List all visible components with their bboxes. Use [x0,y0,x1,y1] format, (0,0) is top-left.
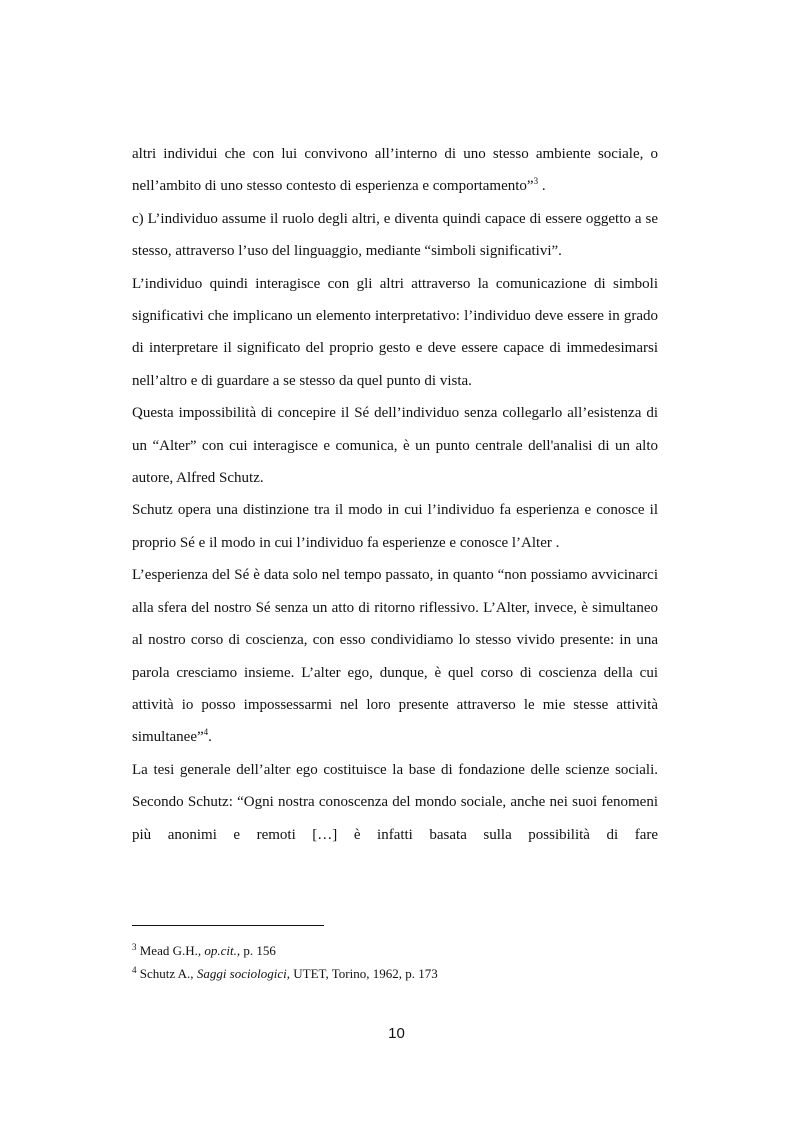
footnote-ref-3: 3 [533,176,539,187]
footnote-ref-4: 4 [203,727,209,738]
paragraph-6 [132,559,658,753]
paragraph-3: L’individuo quindi interagisce con gli altri attraverso la comunicazione di simboli significativi che implicano un elemento interpretativo: l’individuo deve essere in grado di interpretare il significato del proprio gesto e deve essere capace di immedesimarsi nell’altro e di guardare a se stesso da quel punto di vista. [132,275,658,389]
paragraph-6-tail: . [208,729,212,746]
footnote-4-after: UTET, Torino, 1962, p. 173 [289,966,438,981]
footnote-3-after: p. 156 [240,943,276,958]
paragraph-6-text: L’esperienza del Sé è data solo nel tempo passato, in quanto “non possiamo avvicinarci alla sfera del nostro Sé senza un atto di ritorno riflessivo. L’Alter, invece, è simultaneo al nostro corso di coscienza, con esso condividiamo lo stesso vivido presente: in una parola cresciamo insieme. L’alter ego, dunque, è quel corso di coscienza della cui attività io posso impossessarmi nel loro presente attraverso le mie stesse attività simultanee” [132,567,658,746]
footnote-4-italic: Saggi sociologici, [196,966,290,981]
footnote-3 [132,939,658,962]
body-text [132,138,658,851]
footnote-4-mark: 4 [132,965,137,975]
paragraph-7: La tesi generale dell’alter ego costituisce la base di fondazione delle scienze sociali. Secondo Schutz: “Ogni nostra conoscenza del mondo sociale, anche nei suoi fenomeni più anonimi e remoti […] è infatti basata sulla possibilità di fare [132,761,658,843]
footnote-3-mark: 3 [132,942,137,952]
footnote-4 [132,962,658,985]
footnotes [132,939,658,985]
footnote-3-before: Mead G.H., [136,943,205,958]
paragraph-5: Schutz opera una distinzione tra il modo in cui l’individuo fa esperienza e conosce il proprio Sé e il modo in cui l’individuo fa esperienze e conosce l’Alter . [132,502,658,551]
paragraph-1-tail: . [538,178,546,195]
paragraph-1 [132,138,658,203]
footnote-3-italic: op.cit., [204,943,241,958]
footnote-separator [132,925,324,926]
paragraph-4: Questa impossibilità di concepire il Sé dell’individuo senza collegarlo all’esistenza di un “Alter” con cui interagisce e comunica, è un punto centrale dell'analisi di un alto autore, Alfred Schutz. [132,405,658,487]
page-number: 10 [388,1025,405,1042]
paragraph-1-text: altri individui che con lui convivono all’interno di uno stesso ambiente sociale, o nell’ambito di uno stesso contesto di esperienza e comportamento” [132,146,658,195]
paragraph-2: c) L’individuo assume il ruolo degli altri, e diventa quindi capace di essere oggetto a se stesso, attraverso l’uso del linguaggio, mediante “simboli significativi”. [132,210,658,260]
footnote-4-before: Schutz A., [136,966,197,981]
